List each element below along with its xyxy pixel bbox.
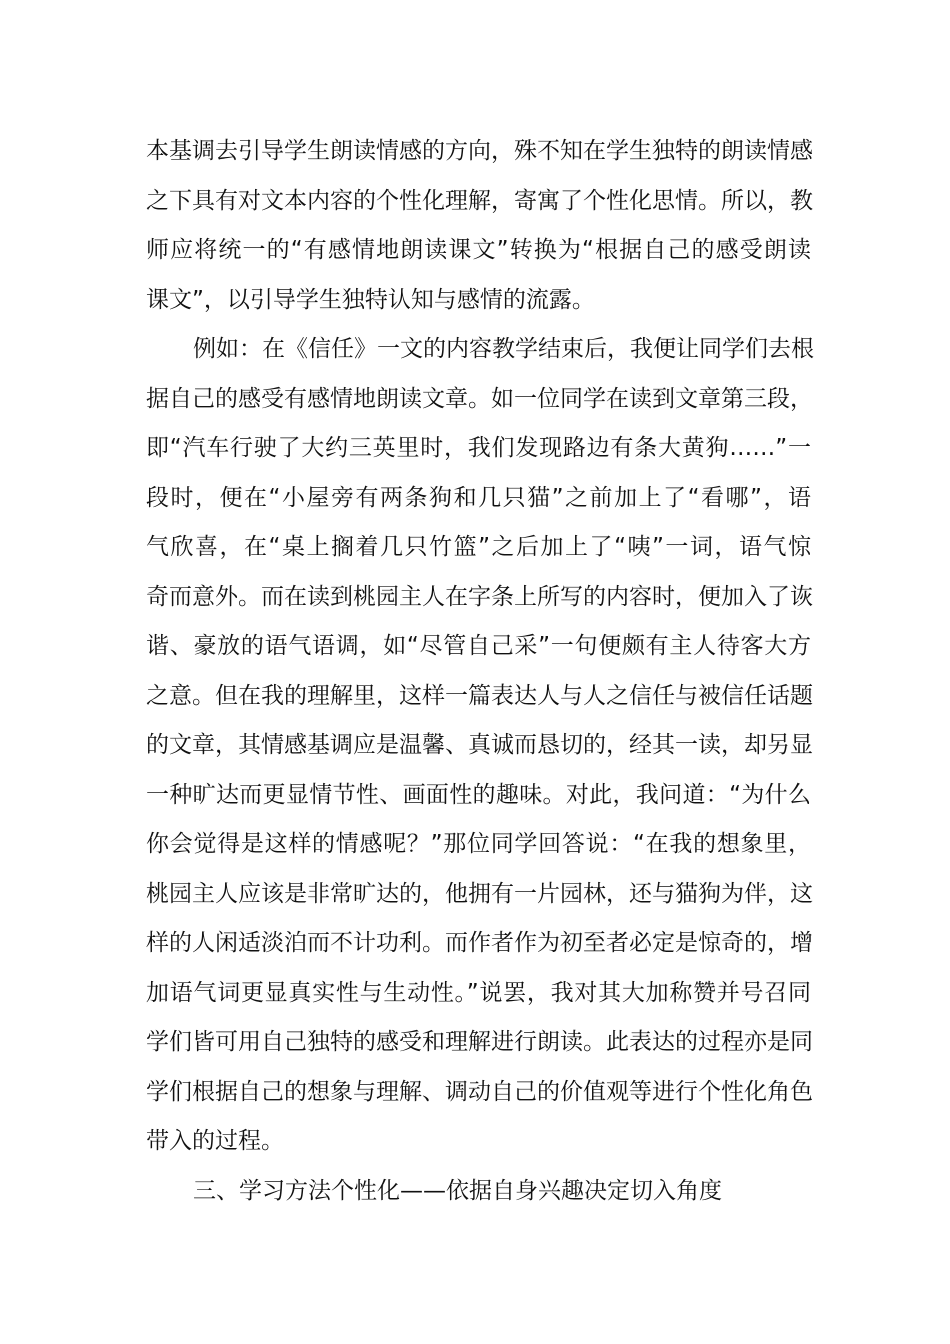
text-line: 据自己的感受有感情地朗读文章。如一位同学在读到文章第三段， [146,385,813,412]
text-line: 一种旷达而更显情节性、画面性的趣味。对此，我问道：“为什么 [146,781,811,808]
text-line: 的文章，其情感基调应是温馨、真诚而恳切的，经其一读，却另显 [146,732,813,758]
document-body [146,127,814,1216]
text-line: 样的人闲适淡泊而不计功利。而作者作为初至者必定是惊奇的，增 [146,930,813,956]
text-line: 谐、豪放的语气语调，如“尽管自己采”一句便颇有主人待客大方 [146,633,811,659]
text-line: 本基调去引导学生朗读情感的方向，殊不知在学生独特的朗读情感 [146,138,813,164]
text-line: 桃园主人应该是非常旷达的，他拥有一片园林，还与猫狗为伴，这 [146,880,813,907]
text-line: 师应将统一的“有感情地朗读课文”转换为“根据自己的感受朗读 [146,237,811,263]
text-line: 气欣喜，在“桌上搁着几只竹篮”之后加上了“咦”一词，语气惊 [146,534,811,560]
text-line: 学们根据自己的想象与理解、调动自己的价值观等进行个性化角色 [146,1078,813,1105]
text-line: 即“汽车行驶了大约三英里时，我们发现路边有条大黄狗……”一 [146,435,811,461]
paragraph-1 [146,127,811,325]
text-line: 例如：在《信任》一文的内容教学结束后，我便让同学们去根 [193,336,814,362]
section-heading-text: 三、学习方法个性化——依据自身兴趣决定切入角度 [193,1177,722,1204]
text-line: 带入的过程。 [146,1128,284,1154]
text-line: 加语气词更显真实性与生动性。”说罢，我对其大加称赞并号召同 [146,979,811,1006]
text-line: 之下具有对文本内容的个性化理解，寄寓了个性化思情。所以，教 [146,187,813,214]
text-line: 课文”，以引导学生独特认知与感情的流露。 [146,286,595,313]
paragraph-2 [146,325,814,1167]
section-heading [146,1167,811,1217]
text-line: 之意。但在我的理解里，这样一篇表达人与人之信任与被信任话题 [146,682,813,709]
text-line: 你会觉得是这样的情感呢？”那位同学回答说：“在我的想象里， [146,831,811,857]
text-line: 段时，便在“小屋旁有两条狗和几只猫”之前加上了“看哪”，语 [146,484,811,511]
text-line: 奇而意外。而在读到桃园主人在字条上所写的内容时，便加入了诙 [146,583,813,610]
text-line: 学们皆可用自己独特的感受和理解进行朗读。此表达的过程亦是同 [146,1029,813,1055]
